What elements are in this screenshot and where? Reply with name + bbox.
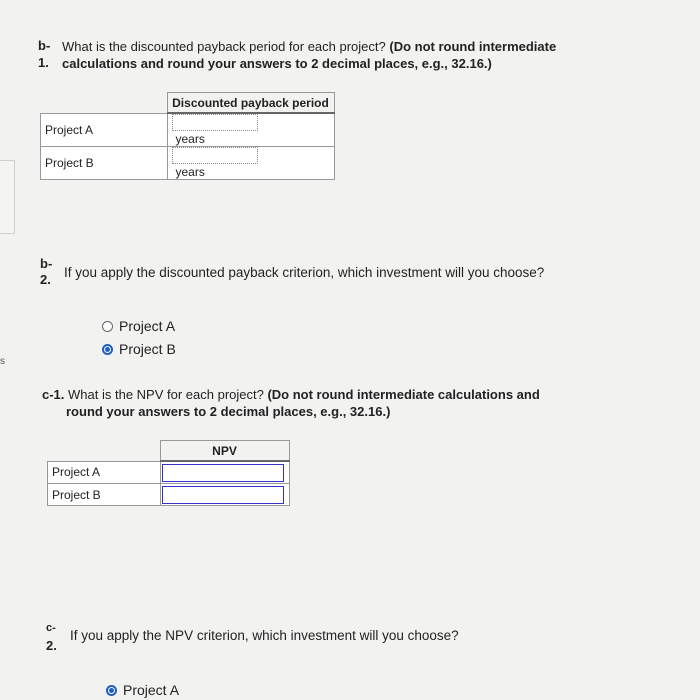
q-c2-text: If you apply the NPV criterion, which investment will you choose? [70, 628, 459, 643]
table-row [41, 113, 335, 146]
q-b1-number-a: b- [38, 38, 51, 53]
payback-cell-b [167, 146, 334, 179]
q-c2-number-a: c- [46, 622, 56, 634]
payback-table-corner [41, 93, 168, 114]
q-b2-number-a: b- [40, 256, 53, 271]
q-b2-option-a-label: Project A [119, 318, 176, 334]
q-b1-text: What is the discounted payback period for each project? [62, 39, 386, 54]
q-c2-option-project-a[interactable] [106, 682, 179, 698]
q-b2-option-project-a[interactable] [102, 318, 175, 334]
table-row [48, 484, 290, 506]
npv-row-label-b: Project B [48, 484, 161, 506]
q-c2-number-b: 2. [46, 638, 57, 653]
q-b2-option-b-label: Project B [119, 341, 176, 357]
payback-input-project-a[interactable] [172, 114, 258, 131]
payback-table-header: Discounted payback period [167, 93, 334, 114]
npv-input-project-b[interactable] [162, 486, 284, 504]
payback-unit-b: years [175, 164, 205, 179]
npv-cell-b [160, 484, 289, 506]
q-c1-instruction-1: (Do not round intermediate calculations and [267, 387, 540, 402]
q-c1-prompt [42, 386, 602, 420]
payback-cell-a [167, 113, 334, 146]
q-c2-option-a-label: Project A [123, 682, 180, 698]
npv-row-label-a: Project A [48, 461, 161, 484]
q-b2-option-project-b[interactable] [102, 341, 176, 357]
radio-selected-icon[interactable] [102, 344, 113, 355]
npv-table-corner [48, 441, 161, 462]
q-c1-text: What is the NPV for each project? [68, 387, 264, 402]
npv-table-header: NPV [160, 441, 289, 462]
payback-table [40, 92, 335, 180]
q-c1-number: c-1. [42, 387, 65, 402]
npv-cell-a [160, 461, 289, 484]
table-row [41, 146, 335, 179]
q-b1-prompt [62, 38, 622, 72]
radio-unselected-icon[interactable] [102, 321, 113, 332]
radio-selected-icon[interactable] [106, 685, 117, 696]
q-b1-instruction-2: calculations and round your answers to 2 decimal places, e.g., 32.16.) [62, 56, 492, 71]
q-b2-number-b: 2. [40, 272, 51, 287]
table-row [48, 461, 290, 484]
q-b2-text: If you apply the discounted payback criterion, which investment will you choose? [64, 265, 545, 280]
payback-input-project-b[interactable] [172, 147, 258, 164]
payback-unit-a: years [175, 131, 205, 146]
left-panel-edge [0, 160, 15, 234]
npv-table [47, 440, 290, 506]
q-b1-instruction-1: (Do not round intermediate [389, 39, 557, 54]
q-c1-instruction-2: round your answers to 2 decimal places, e.g., 32.16.) [66, 404, 391, 419]
payback-row-label-b: Project B [41, 146, 168, 179]
q-b1-number-b: 1. [38, 55, 49, 70]
npv-input-project-a[interactable] [162, 464, 284, 482]
payback-row-label-a: Project A [41, 113, 168, 146]
side-mark: s [0, 356, 5, 367]
